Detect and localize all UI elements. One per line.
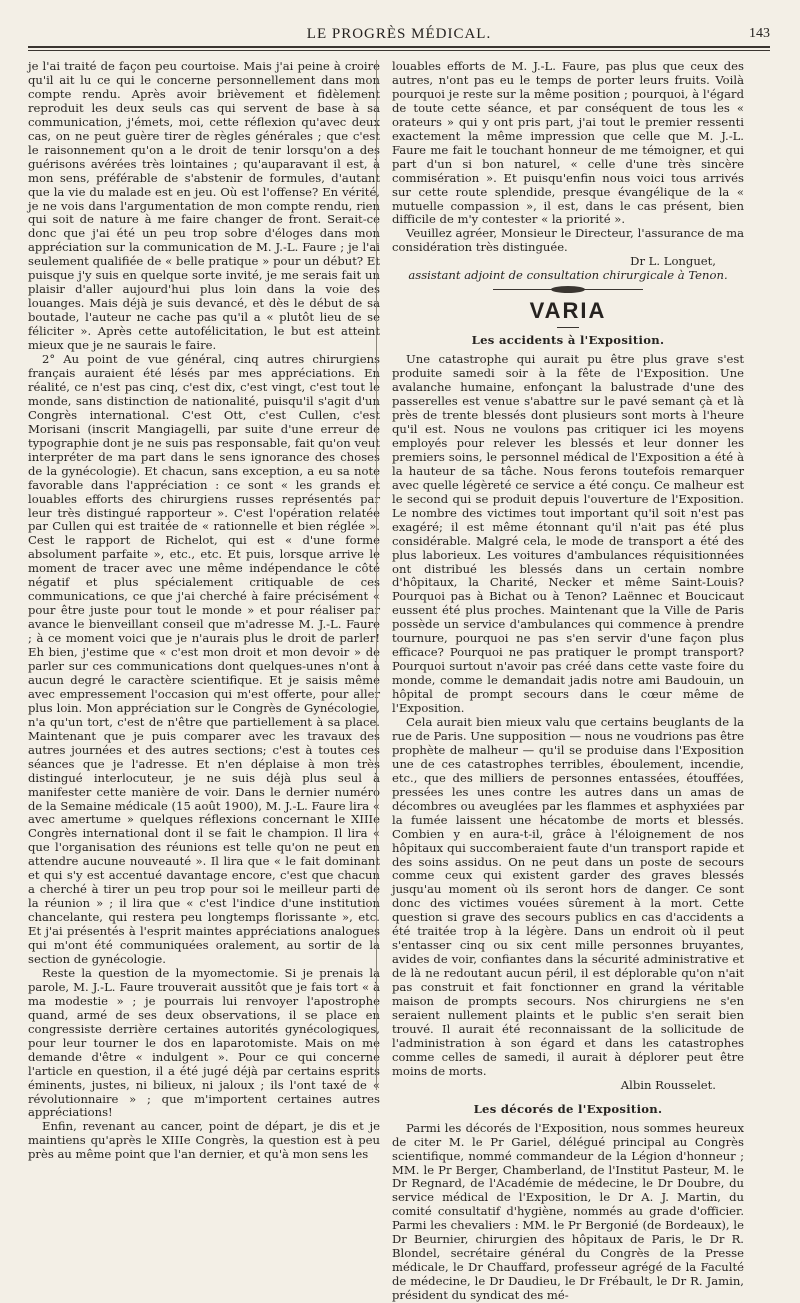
page-number: 143 (749, 26, 770, 41)
article-title: Les accidents à l'Exposition. (471, 333, 665, 348)
paragraph: Enfin, revenant au cancer, point de départ, je dis et je maintiens qu'après le XIIIe Congrès, la question est à peu près au même point que l'an dernier, et qu'à mon sens les (28, 1119, 380, 1162)
article-author: Albin Rousselet. (620, 1077, 716, 1092)
header-rule-thin (28, 50, 770, 51)
left-column (28, 60, 380, 1162)
journal-title: LE PROGRÈS MÉDICAL. (306, 26, 492, 42)
paragraph: 2° Au point de vue général, cinq autres chirurgiens français auraient été lésés par mes appréciations. En réalité, ce n'est pas cinq, c'est dix, c'est vingt, c'est tout le monde, sans distinction de nationalité, puisqu'il s'agit d'un Congrès international. C'est Ott, c'est Cullen, c'est Morisani (inscrit Mangiagelli, par suite d'une erreur de typographie dont je ne suis pas responsable, fait qu'on veut interpréter de ma part dans le sens ignorance des choses de la gynécologie). Et chacun, sans exception, a eu sa note favorable dans l'appréciation : ce sont « les grands et louables efforts des chirurgiens russes représentés par leur très distingué rapporteur ». C'est l'opération relatée par Cullen qui est traitée de « rationnelle et bien réglée ». Cest le rapport de Richelot, qui est « d'une forme absolument parfaite », etc., etc. Et puis, lorsque arrive le moment de tracer avec une même indépendance le côté négatif et plus spécialement critiquable de ces communications, ce que j'ai cherché à faire précisément « pour être juste pour tout le monde » et pour réaliser par avance le bienveillant conseil que m'adresse M. J.-L. Faure ; à ce moment voici que je n'aurais plus le droit de parler! Eh bien, j'estime que « c'est mon droit et mon devoir » de parler sur ces communications dont quelques-unes n'ont à aucun degré le caractère scientifique. Et je saisis même avec empressement l'occasion qui m'est offerte, pour aller plus loin. Mon appréciation sur le Congrès de Gynécologie, n'a qu'un tort, c'est de n'être que partiellement à sa place. Maintenant que je puis comparer avec les travaux des autres journées et des autres sections; c'est à toutes ces séances que je l'adresse. Et n'en déplaise à mon très distingué interlocuteur, je ne suis déjà plus seul à manifester cette manière de voir. Dans le dernier numéro de la Semaine médicale (15 août 1900), M. J.-L. Faure lira « avec amertume » quelques réflexions concernant le XIIIe Congrès international dont il se fait le champion. Il lira « que l'organisation des réunions est telle qu'on ne peut en attendre aucune nouveauté ». Il lira que « le fait dominant et qui s'y est accentué davantage encore, c'est que chacun a cherché à tirer un peu trop pour soi le meilleur parti de la réunion » ; il lira que « c'est l'indice d'une institution chancelante, qui restera peu longtemps florissante », etc. Et j'ai présentés à l'esprit maintes appréciations analogues qui m'ont été communiquées oralement, au sortir de la section de gynécologie. (28, 352, 380, 966)
article-paragraph: Parmi les décorés de l'Exposition, nous sommes heureux de citer M. le Pr Gariel, délégué principal au Congrès scientifique, nommé commandeur de la Légion d'honneur ; MM. le Pr Berger, Chamberland, de l'Institut Pasteur, M. le Dr Regnard, de l'Académie de médecine, le Dr Doubre, du service médical de l'Exposition, le Dr A. J. Martin, du comité consultatif d'hygiène, nommés au grade d'officier. Parmi les chevaliers : MM. le Pr Bergonié (de Bordeaux), le Dr Beurnier, chirurgien des hôpitaux de Paris, le Dr R. Blondel, secrétaire général du Congrès de la Presse médicale, le Dr Chauffard, professeur agrégé de la Faculté de médecine, le Dr Daudieu, le Dr Frébault, le Dr R. Jamin, président du syndicat des mé- (392, 1120, 744, 1303)
letter-paragraph: louables efforts de M. J.-L. Faure, pas plus que ceux des autres, n'ont pas eu le temps de porter leurs fruits. Voilà pourquoi je reste sur la même position ; pourquoi, à l'égard de toute cette séance, et par conséquent de tous les « orateurs » qui y ont pris part, j'ai tout le premier ressenti exactement la même impression que celle que M. J.-L. Faure me fait le touchant honneur de me témoigner, et qui part d'un si bon naturel, « celle d'une très sincère commisération ». Et puisqu'enfin nous voici tous arrivés sur cette route splendide, presque évangélique de la « mutuelle compassion », il est, dans le cas présent, bien difficile de m'y contester « la priorité ». (392, 59, 744, 227)
paragraph: je l'ai traité de façon peu courtoise. Mais j'ai peine à croire qu'il ait lu ce qui le concerne personnellement dans mon compte rendu. Après avoir brièvement et fidèlement reproduit les deux seuls cas qui servent de base à sa communication, j'émets, moi, cette réflexion qu'avec deux cas, on ne peut guère tirer de règles générales ; que c'est le raisonnement qu'on a le droit de tenir lorsqu'on a des guérisons avérées très lointaines ; qu'auparavant il est, à mon sens, préférable de s'abstenir de formules, d'autant que la vie du malade est en jeu. Où est l'offense? En vérité, je ne vois dans l'argumentation de mon compte rendu, rien qui soit de nature à me faire changer de front. Serait-ce donc que j'ai été un peu trop sobre d'éloges dans mon appréciation sur la communication de M. J.-L. Faure ; je l'ai seulement qualifiée de « belle pratique » pour un début? Et puisque j'y suis en quelque sorte invité, je me serais fait un plaisir d'aller aujourd'hui plus loin dans la voie des louanges. Mais déjà je suis devancé, et dès le début de sa boutade, l'auteur ne cache pas qu'il a « plutôt lieu de se féliciter ». Après cette autofélicitation, le but est atteint mieux que je ne saurais le faire. (28, 59, 380, 353)
signature-title: assistant adjoint de consultation chirurgicale à Tenon. (408, 268, 728, 283)
paragraph: Reste la question de la myomectomie. Si je prenais la parole, M. J.-L. Faure trouverait aussitôt que je fais tort « à ma modestie » ; je pourrais lui renvoyer l'apostrophe quand, armé de ses deux observations, il se place en congressiste derrière certaines autorités gynécologiques, pour leur tourner le dos en laparotomiste. Mais on me demande d'être « indulgent ». Pour ce qui concerne l'article en question, il a été jugé déjà par certains esprits éminents, justes, ni bilieux, ni jaloux ; ils l'ont taxé de « révolutionnaire » ; que m'importent certaines autres appréciations! (28, 965, 380, 1120)
header-rule-thick (28, 46, 770, 48)
article-paragraph: Une catastrophe qui aurait pu être plus grave s'est produite samedi soir à la fête de l'Exposition. Une avalanche humaine, enfonçant la balustrade d'une des passerelles est venue s'abattre sur le pavé semant çà et là près de trente blessés dont plusieurs sont morts à l'heure qu'il est. Nous ne voulons pas critiquer ici les moyens employés pour relever les blessés et leur donner les premiers soins, le personnel médical de l'Exposition a été à la hauteur de sa tâche. Nous ferons toutefois remarquer avec quelle légèreté ce service a été conçu. Ce malheur est le second qui se produit depuis l'ouverture de l'Exposition. Le nombre des victimes tout important qu'il soit n'est pas exagéré; il est même étonnant qu'il n'ait pas été plus considérable. Malgré cela, le mode de transport a été des plus laborieux. Les voitures d'ambulances réquisitionnées ont distribué les blessés dans un certain nombre d'hôpitaux, la Charité, Necker et même Saint-Louis? Pourquoi pas à Bichat ou à Tenon? Laënnec et Boucicaut eussent été plus proches. Maintenant que la Ville de Paris possède un service d'ambulances qui commence à prendre tournure, pourquoi ne pas s'en servir d'une façon plus efficace? Pourquoi ne pas pratiquer le prompt transport? Pourquoi surtout n'avoir pas créé dans cette vaste foire du monde, comme le demandait jadis notre ami Baudouin, un hôpital de prompt secours dans le cœur même de l'Exposition. (392, 352, 744, 716)
article-title: Les décorés de l'Exposition. (473, 1101, 663, 1116)
signature-name: Dr L. Longuet, (630, 254, 716, 269)
letter-closing: Veuillez agréer, Monsieur le Directeur, l'assurance de ma considération très distinguée. (392, 226, 744, 255)
right-column (392, 60, 744, 1303)
column-divider (376, 60, 377, 1090)
page-header (28, 26, 770, 44)
article-paragraph: Cela aurait bien mieux valu que certains beuglants de la rue de Paris. Une supposition — nous ne voudrions pas être prophète de malheur — qu'il se produise dans l'Exposition une de ces catastrophes terribles, éboulement, incendie, etc., que des milliers de personnes entassées, étouffées, pressées les unes contre les autres dans un amas de décombres ou aveuglées par les flammes et asphyxiées par la fumée laissent une hécatombe de morts et blessés. Combien y en aura-t-il, grâce à l'éloignement de nos hôpitaux qui succomberaient faute d'un transport rapide et des soins assidus. On ne peut dans un poste de secours comme ceux qui existent garder des graves blessés jusqu'au moment où ils seront hors de danger. Ce sont donc des victimes vouées sûrement à la mort. Cette question si grave des secours publics en cas d'accidents a été traitée trop à la légère. Dans un endroit où il peut s'entasser cinq ou six cent mille personnes bruyantes, avides de voir, confiantes dans la sécurité administrative et de là ne redoutant aucun péril, il est déplorable qu'on n'ait pas construit et fait fonctionner en grand la véritable maison de prompts secours. Nos chirurgiens ne s'en seraient nullement plaints et le public s'en serait bien trouvé. Il aurait été reconnaissant de la sollicitude de l'administration à son égard et dans les catastrophes comme celles de samedi, il aurait à déplorer peut être moins de morts. (392, 714, 744, 1078)
section-title: VARIA (529, 298, 607, 324)
section-rule (557, 327, 579, 328)
section-ornament (493, 286, 643, 293)
